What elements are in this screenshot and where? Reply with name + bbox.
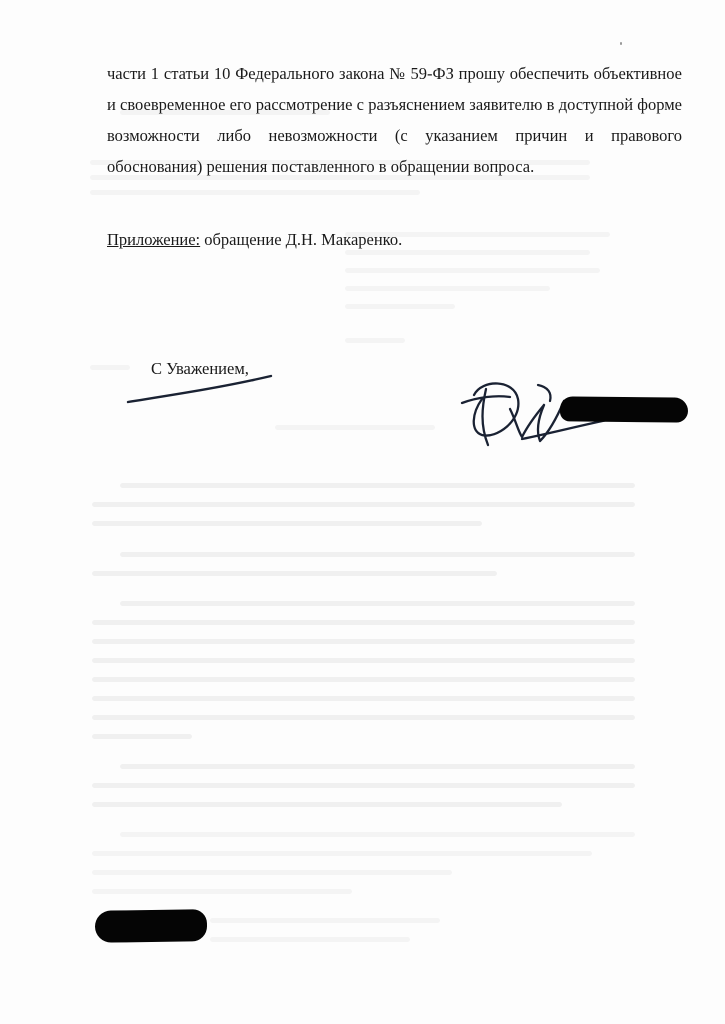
body-paragraph: части 1 статьи 10 Федерального закона № 59-ФЗ прошу обеспечить объективное и своевременное его рассмотрение с разъяснением заявителю в доступной форме возможности либо невозможности (с указанием причин и правового обоснования) решения поставленного в обращении вопроса. (107, 64, 682, 176)
appendix-line (107, 230, 402, 250)
paper-speck (620, 42, 622, 45)
appendix-text: обращение Д.Н. Макаренко. (200, 230, 403, 249)
closing-pen-stroke (125, 372, 275, 408)
redaction-block-signature (560, 396, 688, 422)
appendix-label: Приложение: (107, 230, 201, 249)
closing-salutation: С Уважением, (151, 359, 249, 378)
redaction-block-bottom (95, 909, 207, 943)
